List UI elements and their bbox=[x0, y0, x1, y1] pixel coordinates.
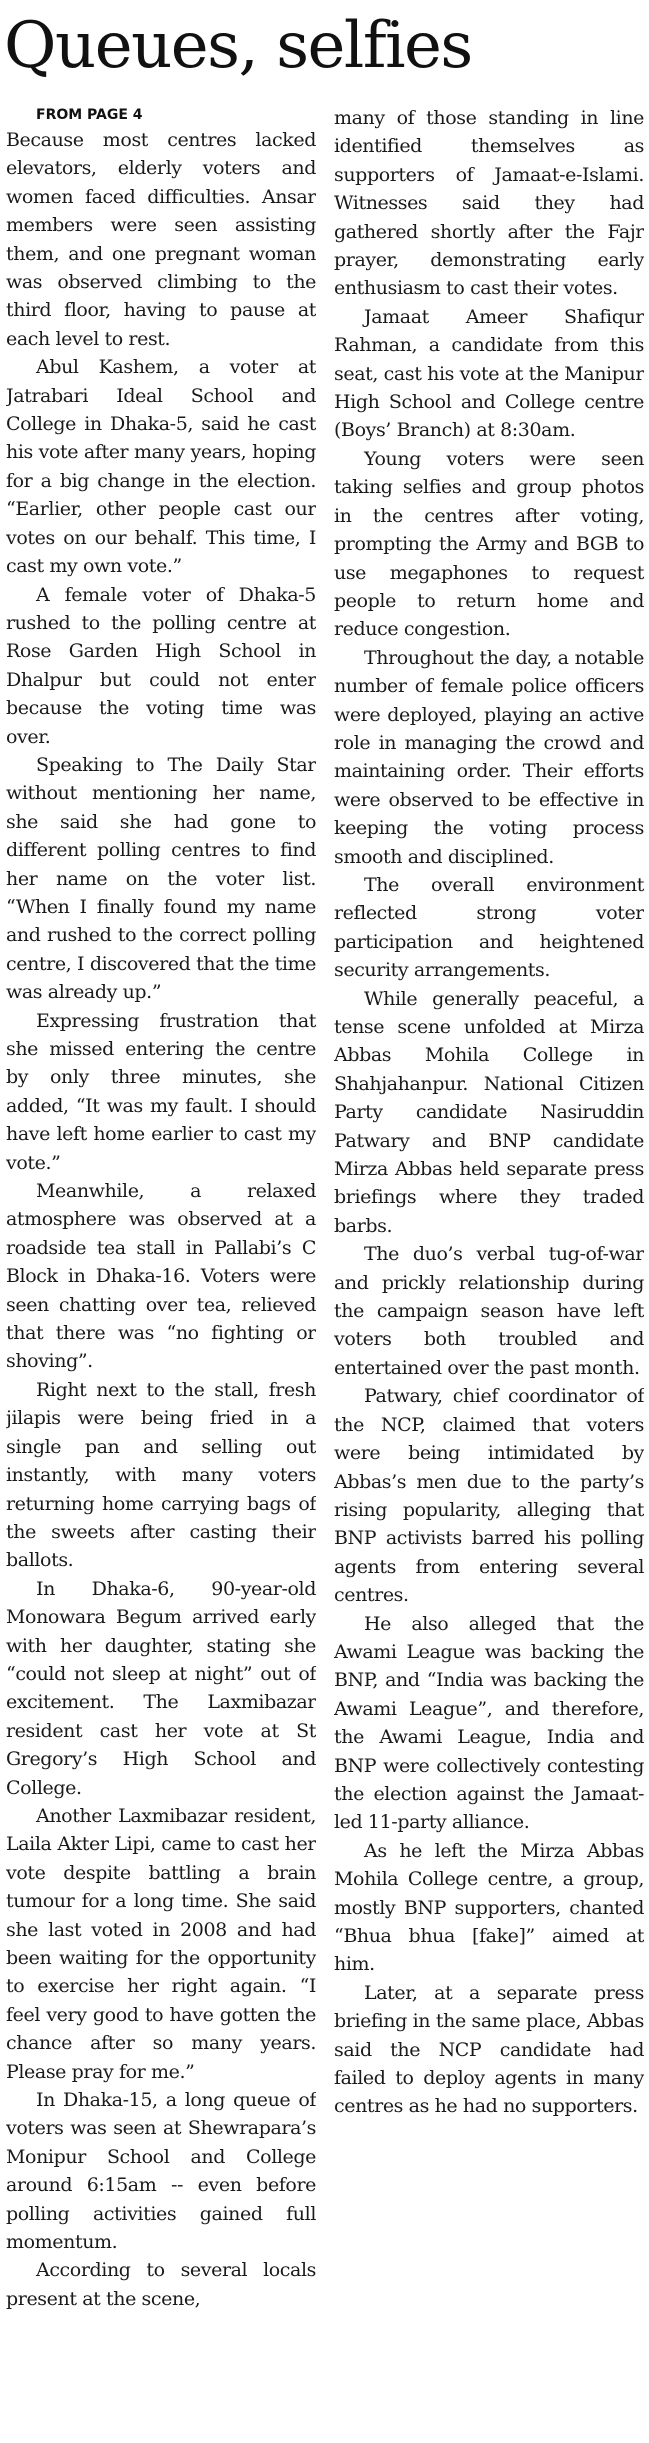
paragraph: The overall environment reflected strong voter participation and heightened security arrangements. bbox=[334, 873, 644, 982]
paragraph: Abul Kashem, a voter at Jatrabari Ideal School and College in Dhaka-5, said he cast his vote after many years, hoping for a big change in the election. “Earlier, other people cast our votes on our behalf. This time, I cast my own vote.” bbox=[6, 356, 316, 578]
paragraph: In Dhaka-6, 90-year-old Monowara Begum arrived early with her daughter, stating she “could not sleep at night” out of excitement. The Laxmibazar resident cast her vote at St Gregory’s High School and College. bbox=[6, 1577, 316, 1799]
paragraph: Jamaat Ameer Shafiqur Rahman, a candidate from this seat, cast his vote at the Manipur High School and College centre (Boys’ Branch) at 8:30am. bbox=[334, 305, 644, 442]
paragraph: Another Laxmibazar resident, Laila Akter Lipi, came to cast her vote despite battling a brain tumour for a long time. She said she last voted in 2008 and had been waiting for the opportunity to exercise her right again. “I feel very good to have gotten the chance after so many years. Please pray for me.” bbox=[6, 1804, 316, 2083]
paragraph: Expressing frustration that she missed entering the centre by only three minutes, she added, “It was my fault. I should have left home earlier to cast my vote.” bbox=[6, 1009, 316, 1174]
paragraph: Throughout the day, a notable number of female police officers were deployed, playing an active role in managing the crowd and maintaining order. Their efforts were observed to be effective in keeping the voting process smooth and disciplined. bbox=[334, 646, 644, 868]
paragraph: Right next to the stall, fresh jilapis were being fried in a single pan and selling out instantly, with many voters returning home carrying bags of the sweets after casting their ballots. bbox=[6, 1378, 316, 1572]
paragraph: A female voter of Dhaka-5 rushed to the polling centre at Rose Garden High School in Dhalpur but could not enter because the voting time was over. bbox=[6, 583, 316, 748]
column-right bbox=[334, 104, 644, 2440]
column-left bbox=[6, 104, 316, 2440]
article-body bbox=[6, 104, 645, 2440]
headline: Queues, selfies bbox=[4, 9, 472, 83]
paragraph: As he left the Mirza Abbas Mohila College centre, a group, mostly BNP supporters, chanted “Bhua bhua [fake]” aimed at him. bbox=[334, 1839, 644, 1976]
jump-kicker: FROM PAGE 4 bbox=[36, 107, 143, 123]
paragraph: The duo’s verbal tug-of-war and prickly relationship during the campaign season have left voters both troubled and entertained over the past month. bbox=[334, 1243, 644, 1379]
paragraph: Young voters were seen taking selfies and group photos in the centres after voting, prompting the Army and BGB to use megaphones to request people to return home and reduce congestion. bbox=[334, 447, 644, 641]
paragraph: In Dhaka-15, a long queue of voters was seen at Shewrapara’s Monipur School and College around 6:15am -- even before polling activities gained full momentum. bbox=[6, 2089, 316, 2254]
paragraph: Meanwhile, a relaxed atmosphere was observed at a roadside tea stall in Pallabi’s C Block in Dhaka-16. Voters were seen chatting over tea, relieved that there was “no fighting or shoving”. bbox=[6, 1180, 316, 1373]
paragraph: Later, at a separate press briefing in the same place, Abbas said the NCP candidate had failed to deploy agents in many centres as he had no supporters. bbox=[334, 1981, 644, 2118]
paragraph: Speaking to The Daily Star without mentioning her name, she said she had gone to different polling centres to find her name on the voter list. “When I finally found my name and rushed to the correct polling centre, I discovered that the time was already up.” bbox=[6, 753, 316, 1004]
paragraph: Patwary, chief coordinator of the NCP, claimed that voters were being intimidated by Abbas’s men due to the party’s rising popularity, alleging that BNP activists barred his polling agents from entering several centres. bbox=[334, 1385, 644, 1607]
paragraph: According to several locals present at the scene, bbox=[6, 2259, 316, 2310]
paragraph: He also alleged that the Awami League was backing the BNP, and “India was backing the Awami League”, and therefore, the Awami League, India and BNP were collectively contesting the election against the Jamaat-led 11-party alliance. bbox=[334, 1612, 644, 1834]
paragraph: Because most centres lacked elevators, elderly voters and women faced difficulties. Ansar members were seen assisting them, and one pregnant woman was observed climbing to the third floor, having to pause at each level to rest. bbox=[6, 129, 316, 350]
paragraph-continued: many of those standing in line identified themselves as supporters of Jamaat-e-Islami. Witnesses said they had gathered shortly after the Fajr prayer, demonstrating early enthusiasm to cast their votes. bbox=[334, 107, 644, 300]
paragraph: While generally peaceful, a tense scene unfolded at Mirza Abbas Mohila College in Shahjahanpur. National Citizen Party candidate Nasiruddin Patwary and BNP candidate Mirza Abbas held separate press briefings where they traded barbs. bbox=[334, 987, 644, 1237]
